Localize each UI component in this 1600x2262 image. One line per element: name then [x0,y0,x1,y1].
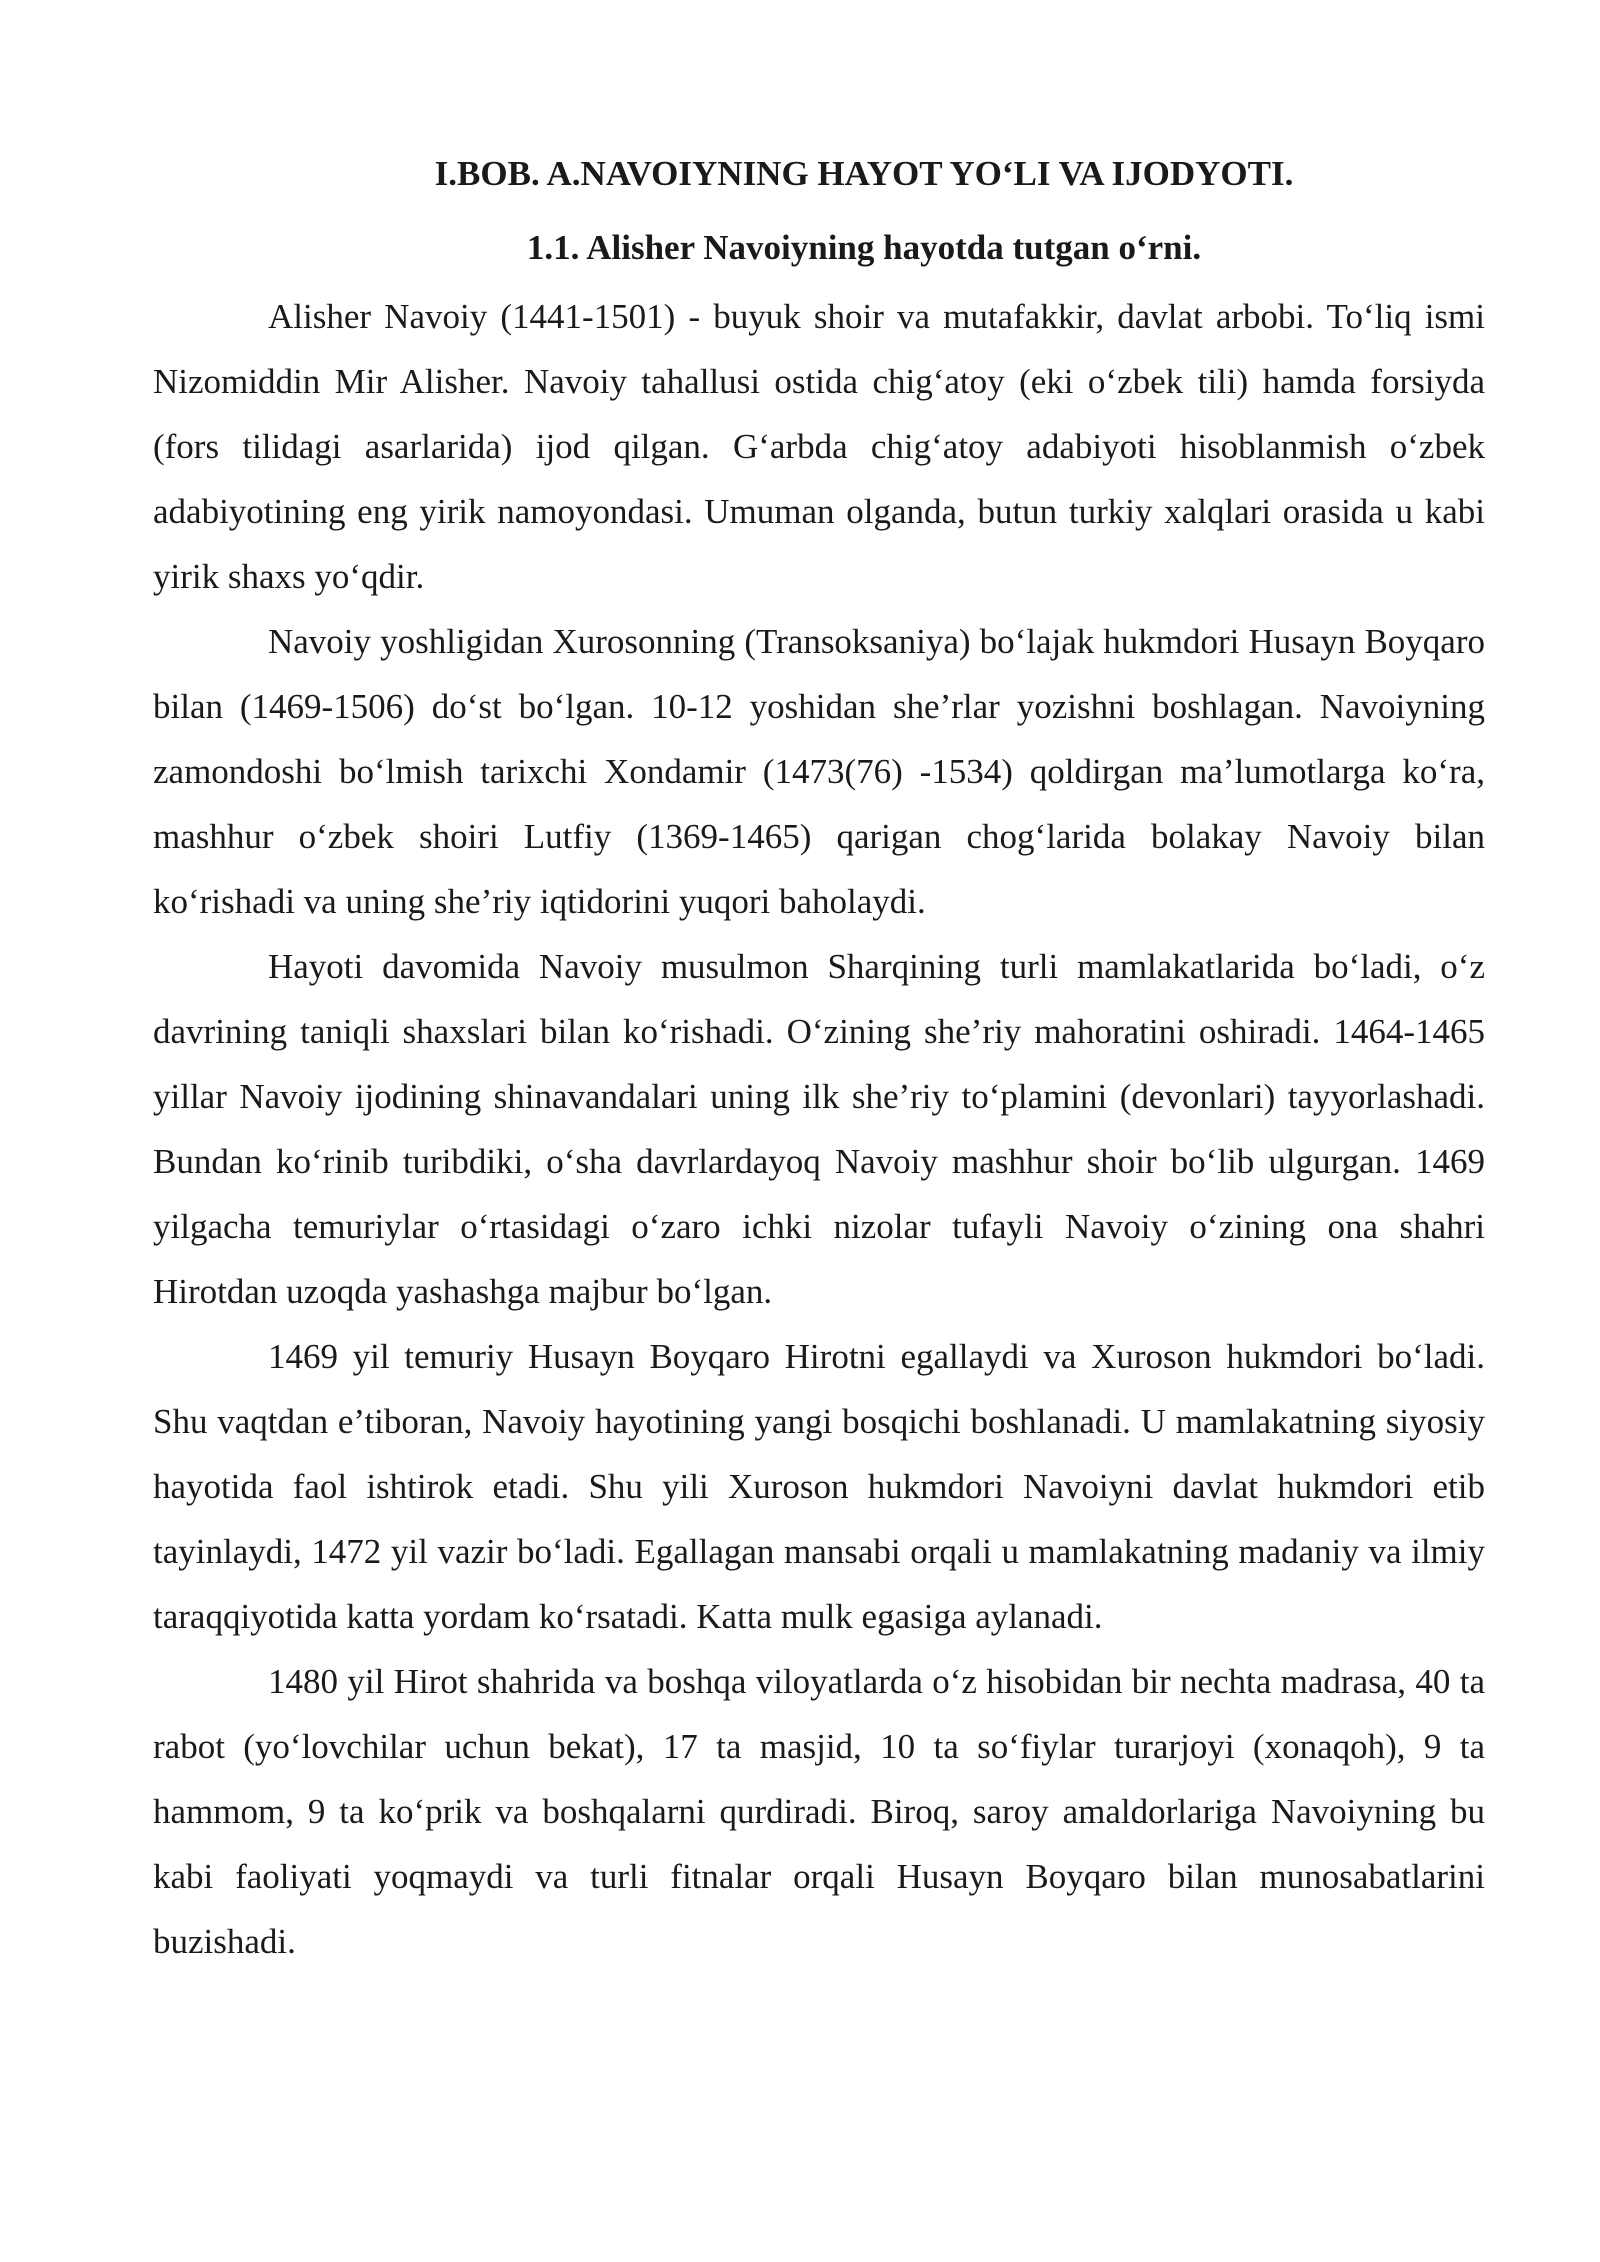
paragraph-3: Hayoti davomida Navoiy musulmon Sharqining turli mamlakatlarida bo‘ladi, o‘z davrining taniqli shaxslari bilan ko‘rishadi. O‘zining she’riy mahoratini oshiradi. 1464-1465 yillar Navoiy ijodining shinavandalari uning ilk she’riy to‘plamini (devonlari) tayyorlashadi. Bundan ko‘rinib turibdiki, o‘sha davrlardayoq Navoiy mashhur shoir bo‘lib ulgurgan. 1469 yilgacha temuriylar o‘rtasidagi o‘zaro ichki nizolar tufayli Navoiy o‘zining ona shahri Hirotdan uzoqda yashashga majbur bo‘lgan. [153,947,1485,1311]
chapter-title: I.BOB. A.NAVOIYNING HAYOT YO‘LI VA IJODYOTI. [434,154,1294,193]
document-body [153,150,1485,1974]
section-title: 1.1. Alisher Navoiyning hayotda tutgan o‘rni. [526,228,1202,267]
paragraph-2: Navoiy yoshligidan Xurosonning (Transoksaniya) bo‘lajak hukmdori Husayn Boyqaro bilan (1469-1506) do‘st bo‘lgan. 10-12 yoshidan she’rlar yozishni boshlagan. Navoiyning zamondoshi bo‘lmish tarixchi Xondamir (1473(76) -1534) qoldirgan ma’lumotlarga ko‘ra, mashhur o‘zbek shoiri Lutfiy (1369-1465) qarigan chog‘larida bolakay Navoiy bilan ko‘rishadi va uning she’riy iqtidorini yuqori baholaydi. [153,622,1485,921]
paragraph-4: 1469 yil temuriy Husayn Boyqaro Hirotni egallaydi va Xuroson hukmdori bo‘ladi. Shu vaqtdan e’tiboran, Navoiy hayotining yangi bosqichi boshlanadi. U mamlakatning siyosiy hayotida faol ishtirok etadi. Shu yili Xuroson hukmdori Navoiyni davlat hukmdori etib tayinlaydi, 1472 yil vazir bo‘ladi. Egallagan mansabi orqali u mamlakatning madaniy va ilmiy taraqqiyotida katta yordam ko‘rsatadi. Katta mulk egasiga aylanadi. [153,1337,1485,1636]
paragraph-5: 1480 yil Hirot shahrida va boshqa viloyatlarda o‘z hisobidan bir nechta madrasa, 40 ta rabot (yo‘lovchilar uchun bekat), 17 ta masjid, 10 ta so‘fiylar turarjoyi (xonaqoh), 9 ta hammom, 9 ta ko‘prik va boshqalarni qurdiradi. Biroq, saroy amaldorlariga Navoiyning bu kabi faoliyati yoqmaydi va turli fitnalar orqali Husayn Boyqaro bilan munosabatlarini buzishadi. [153,1662,1485,1961]
paragraph-1: Alisher Navoiy (1441-1501) - buyuk shoir va mutafakkir, davlat arbobi. To‘liq ismi Nizomiddin Mir Alisher. Navoiy tahallusi ostida chig‘atoy (eki o‘zbek tili) hamda forsiyda (fors tilidagi asarlarida) ijod qilgan. G‘arbda chig‘atoy adabiyoti hisoblanmish o‘zbek adabiyotining eng yirik namoyondasi. Umuman olganda, butun turkiy xalqlari orasida u kabi yirik shaxs yo‘qdir. [153,297,1485,596]
